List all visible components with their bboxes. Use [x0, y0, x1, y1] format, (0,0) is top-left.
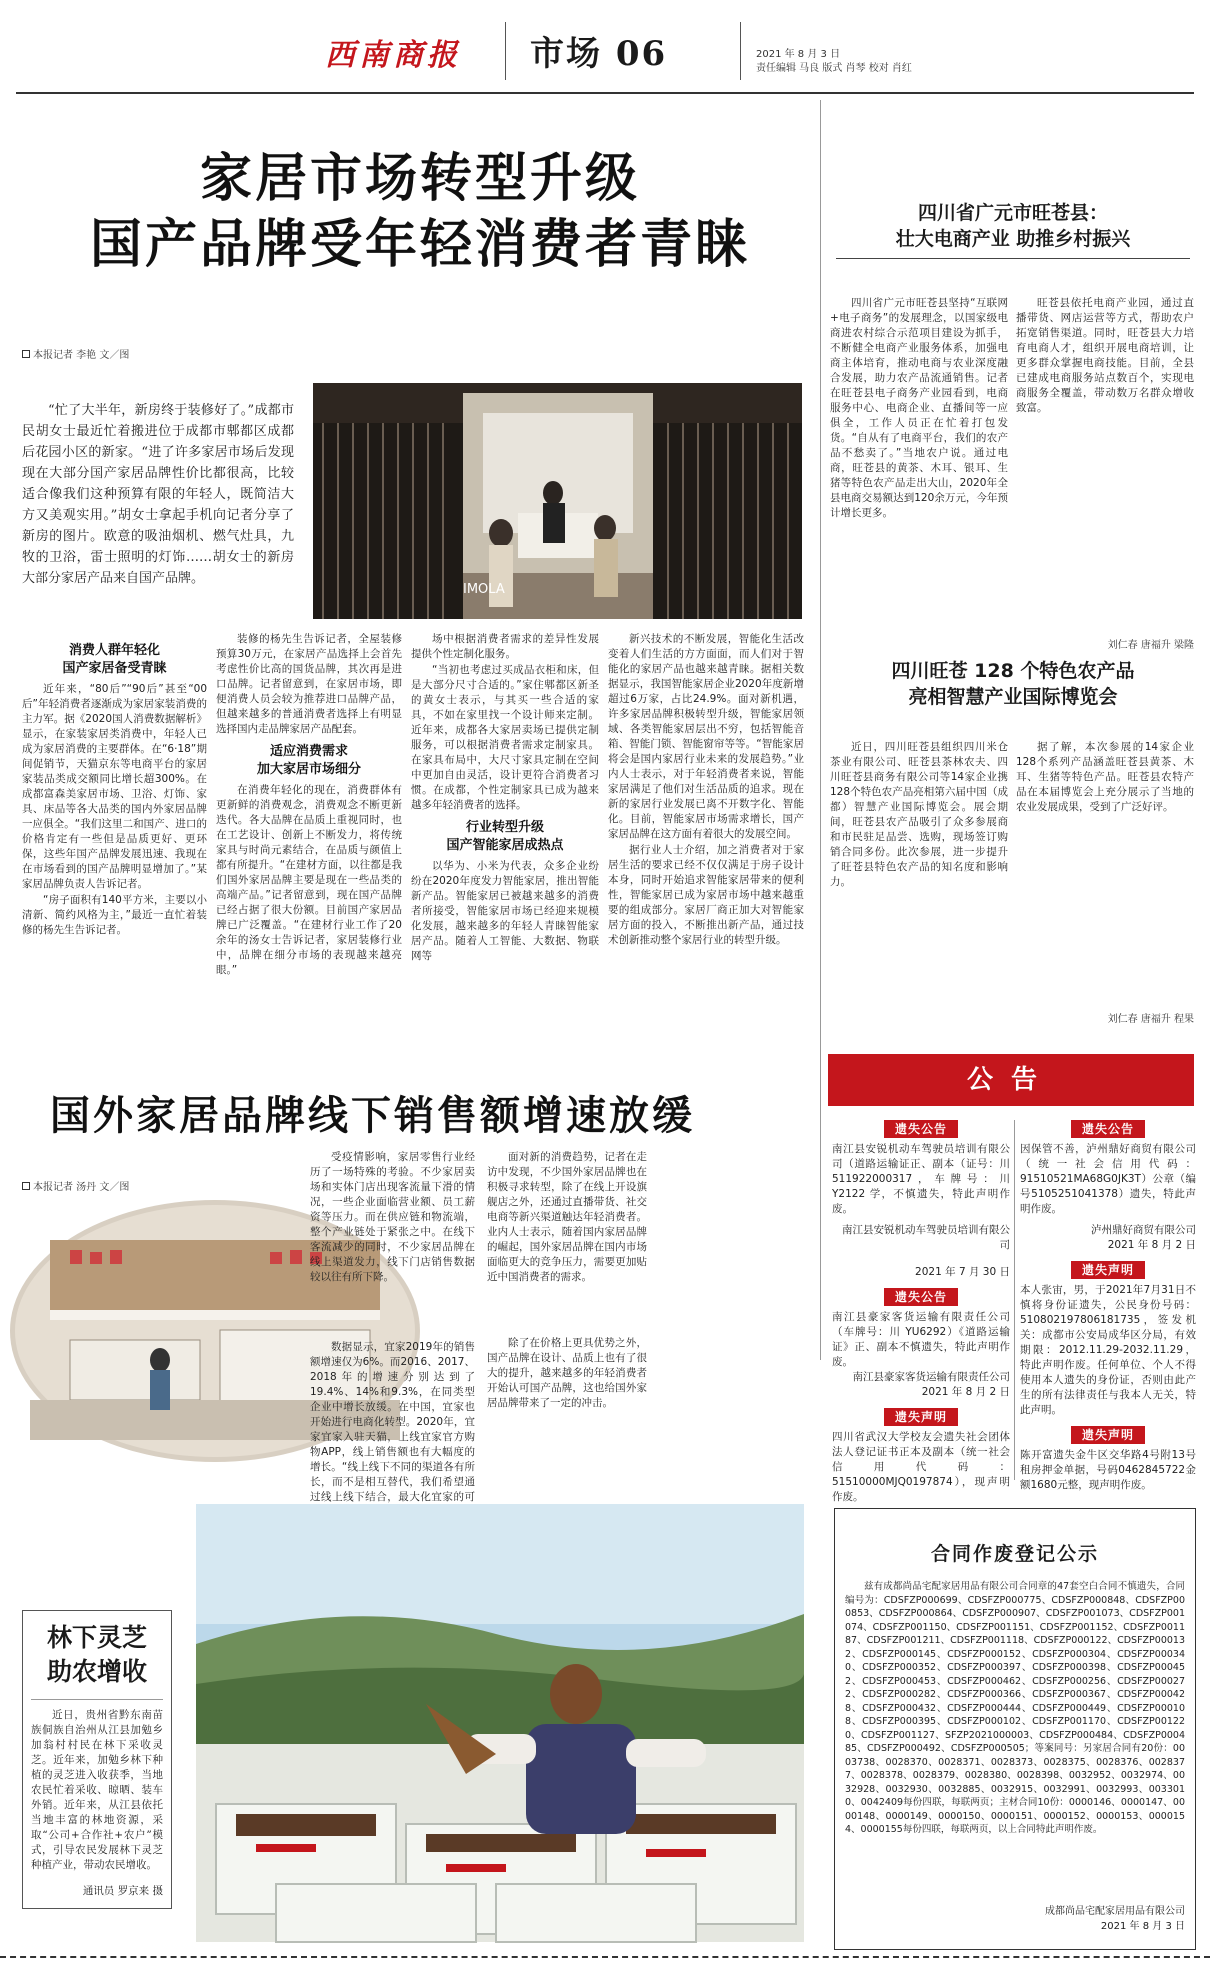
main-headline-line1: 家居市场转型升级 — [199, 149, 640, 209]
right-headline-line2: 壮大电商产业 助推乡村振兴 — [895, 228, 1131, 250]
main-col2-text: 装修的杨先生告诉记者，全屋装修预算30万元，在家居产品选择上会首先考虑性价比高的国货品牌，其次再是进口品牌。记者留意到，在家居市场，即便消费人员会较为推荐进口品牌产品，但越来越多的普通消费者选择上有明显选择国内走品牌家居产品配套。 — [216, 633, 402, 735]
notice-date: 2021 年 8 月 2 日 — [921, 1386, 1010, 1398]
issue-date: 2021 年 8 月 3 日 — [756, 49, 841, 60]
notice-column-right — [1020, 1120, 1196, 1493]
headline-rule — [836, 258, 1190, 259]
main-byline — [22, 346, 129, 361]
contract-notice-title: 合同作废登记公示 — [930, 1543, 1099, 1565]
main-col1b-text: “房子面积有140平方米，主要以小清新、简约风格为主，”最近一直忙着装修的杨先生告诉记者。 — [22, 894, 207, 936]
header-divider — [740, 22, 741, 80]
notice-text: 因保管不善，泸州鼎好商贸有限公司（统一社会信用代码：91510521MA68G0JK3T）公章（编号5105251041378）遗失，特此声明作废。 — [1020, 1143, 1196, 1215]
main-col3b-text: “当初也考虑过买成品衣柜和床，但是大部分尺寸合适的。”家住郫都区新圣的黄女士表示，与其买一些合适的家具，不如在家里找一个设计师来定制。近年来，成都各大家居卖场已提供定制服务，可以根据消费者需求定制家具。在家具布局中，大尺寸家具定制在空间中更加自由灵活，设计更符合消费者习惯。在成都，个性定制家具已成为越来越多年轻消费者的选择。 — [411, 664, 599, 811]
second-col1-text: 受疫情影响，家居零售行业经历了一场特殊的考验。不少家居卖场和实体门店出现客流量下滑的情况，一些企业面临营业额、员工薪资等压力。而在供应链和物流端，整个产业链处于紧张之中。在线下客流减少的同时，不少家居品牌在线上渠道发力，线下门店销售数据较以往有所下降。 — [310, 1151, 475, 1283]
byline-text: 本报记者 李艳 文／图 — [33, 350, 130, 361]
right-col1-text: 四川省广元市旺苍县坚持“互联网+电子商务”的发展理念，以国家级电商进农村综合示范项目建设为抓手，不断健全电商产业服务体系，加强电商主体培育，推动电商与农业深度融合发展，助力农产品流通销售。记者在旺苍县电子商务产业园看到，电商服务中心、电商企业、直播间等一应俱全，工作人员正在忙着打包发货。“自从有了电商平台，我们的农产品不愁卖了。”当地农户说。通过电商，旺苍县的黄茶、木耳、银耳、生猪等特色农产品走出大山，2020年全县电商交易额达到120余万元，今年预计增长更多。 — [830, 297, 1008, 519]
notice-date: 2021 年 7 月 30 日 — [915, 1266, 1010, 1278]
main-lead: “忙了大半年，新房终于装修好了。”成都市民胡女士最近忙着搬进位于成都市郫都区成都后花园小区的新家。“进了许多家居市场后发现现在大部分国产家居品牌性价比都很高，比较适合像我们这种预算有限的年轻人，既简洁大方又美观实用。”胡女士拿起手机向记者分享了新房的图片。欧意的吸油烟机、燃气灶具，九牧的卫浴，雷士照明的灯饰……胡女士的新房大部分家居产品来自国产品牌。 — [22, 403, 294, 586]
main-headline-line2: 国产品牌受年轻消费者青睐 — [89, 215, 750, 275]
footer-edge — [0, 1956, 1210, 1962]
third-headline-line1: 林下灵芝 — [46, 1623, 147, 1652]
third-headline-line2: 助农增收 — [46, 1657, 147, 1686]
second-col3-text: 面对新的消费趋势，记者在走访中发现，不少国外家居品牌也在积极寻求转型，除了在线上开设旗舰店之外，还通过直播带货、社交电商等新兴渠道触达年轻消费者。业内人士表示，随着国内家居品牌的崛起，国外家居品牌在国内市场面临更大的竞争压力，需要更加贴近中国消费者的需求。 — [487, 1151, 647, 1283]
right-col-1 — [830, 296, 1008, 618]
second-col-1 — [310, 1150, 475, 1338]
byline-text: 本报记者 汤丹 文／图 — [33, 1182, 130, 1193]
notice-tag: 遗失声明 — [1071, 1426, 1145, 1444]
square-marker-icon — [22, 1182, 30, 1190]
right-headline-line1: 四川省广元市旺苍县： — [917, 202, 1108, 224]
second-col2-text: 数据显示，宜家2019年的销售额增速仅为6%。而2016、2017、2018年的增速分别达到了19.4%、14%和9.3%，在同类型企业中增长放缓。在中国，宜家也开始进行电商化转型。2020年，宜家宜家入驻天猫，上线宜家官方购物APP，线上销售额也有大幅度的增长。“线上线下不同的渠道各有所长，而不是相互替代，我们希望通过线上线下结合，最大化宜家的可 — [310, 1341, 475, 1503]
notice-date: 2021 年 8 月 2 日 — [1107, 1239, 1196, 1251]
notice-tag: 遗失公告 — [884, 1288, 958, 1306]
main-col-1 — [22, 636, 207, 939]
notice-sign: 泸州鼎好商贸有限公司 — [1091, 1224, 1196, 1236]
notice-tag: 遗失声明 — [884, 1408, 958, 1426]
right-col-4 — [1016, 740, 1194, 1008]
third-textbox — [22, 1610, 172, 1909]
right-col-2 — [1016, 296, 1194, 618]
newspaper-logo: 西南商报 — [325, 38, 461, 73]
notice-sign: 南江县豪家客货运输有限责任公司 — [852, 1371, 1010, 1383]
notice-text: 南江县安锐机动车驾驶员培训有限公司（道路运输证正、副本（证号：川 511922000317，车牌号：川 Y2122 学，不慎遗失，特此声明作废。 — [832, 1143, 1010, 1215]
contract-notice-date: 2021 年 8 月 3 日 — [1100, 1921, 1185, 1932]
harvest-illustration — [196, 1504, 804, 1942]
main-col-4 — [608, 632, 804, 990]
right-headline2-line1: 四川旺苍 128 个特色农产品 — [891, 660, 1135, 682]
notice-text: 陈开富遗失金牛区交华路4号附13号租房押金单据，号码0462845722金额1680元整，现声明作废。 — [1020, 1449, 1196, 1491]
right-col3-text: 近日，四川旺苍县组织四川米仓茶业有限公司、旺苍县茶林农夫、四川旺苍县商务有限公司等14家企业携128个特色农产品亮相第六届中国（成都）智慧产业国际博览会。展会期间，旺苍县农产品吸引了众多参展商和市民驻足品尝、选购，现场签订购销合同多份。此次参展，进一步提升了旺苍县特色农产品的知名度和影响力。 — [830, 741, 1008, 888]
second-col-2 — [310, 1340, 475, 1503]
notice-banner: 公告 — [828, 1054, 1194, 1106]
main-col4-text: 新兴技术的不断发展，智能化生活改变着人们生活的方方面面，而人们对于智能化的家居产品也越来越青睐。据相关数据显示，我国智能家居企业2020年度新增超过6万家，占比24.9%。面对新机遇，许多家居品牌积极转型升级，智能家居领域、各类智能家居层出不穷，包括智能音箱、智能门锁、智能窗帘等等。“智能家居将会是国内家居行业未来的发展趋势。”业内人士表示，对于年轻消费者来说，智能家居满足了他们对生活品质的追求。现在新的家居行业发展已离不开数字化、智能化。目前，智能家居市场需求增长，国产家居品牌在这方面有着很大的发展空间。 — [608, 633, 804, 840]
showroom-illustration — [313, 383, 802, 619]
main-col4b-text: 据行业人士介绍，加之消费者对于家居生活的要求已经不仅仅满足于房子设计本身，同时开始追求智能家居带来的便利性，智能家居已成为家居市场中越来越重要的组成部分。家居厂商正加大对智能家居方面的投入，不断推出新产品，通过技术创新推动整个家居行业的转型升级。 — [608, 844, 804, 946]
masthead — [0, 0, 1210, 90]
notice-text: 南江县豪家客货运输有限责任公司（车牌号：川 YU6292）《道路运输证》正、副本不慎遗失，特此声明作废。 — [832, 1311, 1010, 1368]
main-col1-text: 近年来，“80后”“90后”甚至“00后”年轻消费者逐渐成为家居家装消费的主力军。据《2020国人消费数据解析》显示，在家装家居类消费中，年轻人已成为家居消费的主要群体。在“6·18”期间促销节，天猫京东等电商平台的家居家装品类成交额同比增长超300%。在成都富森美家居市场、卫浴、灯饰、家具、床品等各大品类的国内外家居品牌一应俱全。“我们这里二和国产、进口的价格肯定有一些但是品质更好、更环保，这些年国产品牌发展迅速、我现在在市场看到的国产品牌明显增加了。”某家居品牌负责人告诉记者。 — [22, 683, 207, 890]
notice-divider — [1014, 1120, 1015, 1480]
second-byline — [22, 1178, 129, 1193]
header-divider — [505, 22, 506, 80]
column-divider — [820, 100, 821, 1360]
right-sign-2: 刘仁春 唐福升 程果 — [1107, 1014, 1194, 1025]
second-headline: 国外家居品牌线下销售额增速放缓 — [50, 1093, 695, 1139]
editor-credits: 责任编辑 马良 版式 肖琴 校对 肖红 — [756, 63, 912, 74]
contract-notice-text: 兹有成都尚品宅配家居用品有限公司合同章的47套空白合同不慎遗失，合同编号为：CDSFZP000699、CDSFZP000775、CDSFZP000848、CDSFZP000853、CDSFZP000864、CDSFZP000907、CDSFZP001073、CDSFZP001074、CDSFZP001150、CDSFZP001151、CDSFZP001152、CDSFZP001187、CDSFZP001211、CDSFZP001118、CDSFZP000122、CDSFZP000132、CDSFZP000145、CDSFZP000152、CDSFZP000304、CDSFZP000340、CDSFZP000352、CDSFZP000397、CDSFZP000398、CDSFZP000452、CDSFZP000453、CDSFZP000462、CDSFZP000256、CDSFZP000272、CDSFZP000282、CDSFZP000366、CDSFZP000367、CDSFZP000428、CDSFZP000432、CDSFZP000444、CDSFZP000449、CDSFZP000108、CDSFZP000395、CDSFZP000102、CDSFZP001170、CDSFZP001220、CDSFZP001127、SFZP2021000003、CDSFZP000484、CDSFZP000485、CDSFZP000492、CDSFZP000505；等案同号：另家居合同有20份：0003738、0028370、0028371、0028373、0028375、0028376、0028377、0028378、0028379、0028380、0028398、0032952、0032974、0032928、0032930、0032885、0032915、0032991、0032993、0033010、0042409每份四联，每联两页；主材合同10份：0000146、0000147、0000148、0000149、0000150、0000151、0000152、0000153、0000154、0000155每份四联，每联两页，以上合同特此声明作废。 — [845, 1581, 1185, 1835]
main-subhead-2: 适应消费需求 加大家居市场细分 — [256, 744, 361, 777]
notice-sign: 南江县安锐机动车驾驶员培训有限公司 — [842, 1224, 1010, 1251]
notice-tag: 遗失公告 — [884, 1120, 958, 1138]
square-marker-icon — [22, 350, 30, 358]
right-headline2-line2: 亮相智慧产业国际博览会 — [908, 686, 1118, 708]
right-col4-text: 据了解，本次参展的14家企业128个系列产品涵盖旺苍县黄茶、木耳、生猪等特色产品。旺苍县农特产品在本届博览会上充分展示了当地的农业发展成果，受到了广泛好评。 — [1016, 741, 1194, 813]
right-sign: 刘仁春 唐福升 梁隆 — [1107, 640, 1194, 651]
notice-column-left — [832, 1120, 1010, 1505]
contract-notice-sign: 成都尚品宅配家居用品有限公司 — [1045, 1906, 1185, 1917]
third-text: 近日，贵州省黔东南苗族侗族自治州从江县加勉乡加翁村村民在林下采收灵芝。近年来，加勉乡林下种植的灵芝进入收获季，当地农民忙着采收、晾晒、装车外销。近年来，从江县依托当地丰富的林地资源，采取“公司+合作社+农户”模式，引导农民发展林下灵芝种植产业，带动农民增收。 — [31, 1709, 163, 1871]
ganoderma-photo — [196, 1504, 804, 1942]
main-col2b-text: 在消费年轻化的现在，消费群体有更新鲜的消费观念，消费观念不断更新迭代。各大品牌在品质上重视同时，也在工艺设计、创新上不断发力，将传统家具与时尚元素结合，在品质与颜值上都有所提升。“在建材方面，以往都是我们国外家居品牌主要是现在一些品类的高端产品。”记者留意到，现在国产品牌已经占据了很大份额。目前国产家居品牌已广泛覆盖。“在建材行业工作了20余年的汤女士告诉记者，家居装修行业中，品牌在细分市场的表现越来越亮眼。” — [216, 784, 402, 976]
header-rule — [16, 92, 1194, 94]
right-col-3 — [830, 740, 1008, 1022]
second-col4-text: 除了在价格上更具优势之外，国产品牌在设计、品质上也有了很大的提升，越来越多的年轻消费者开始认可国产品牌，这也给国外家居品牌带来了一定的冲击。 — [487, 1337, 647, 1409]
main-subhead-1: 消费人群年轻化 国产家居备受青睐 — [62, 643, 167, 676]
main-subhead-3: 行业转型升级 国产智能家居成热点 — [446, 820, 564, 853]
notice-tag: 遗失声明 — [1071, 1261, 1145, 1279]
main-col-2 — [216, 632, 402, 979]
main-col-3 — [411, 632, 599, 965]
second-col-3 — [487, 1150, 647, 1330]
showroom-photo — [313, 383, 802, 619]
third-sign: 通讯员 罗京来 摄 — [82, 1885, 163, 1897]
brand-sign-text: IMOLA — [463, 582, 505, 597]
notice-text: 四川省武汉大学校友会遗失社会团体法人登记证书正本及副本（统一社会信用代码：51510000MJQ0197874），现声明作废。 — [832, 1431, 1010, 1503]
second-col-4 — [487, 1336, 647, 1486]
notice-tag: 遗失公告 — [1071, 1120, 1145, 1138]
section-title: 市场 06 — [530, 34, 668, 74]
right-col2-text: 旺苍县依托电商产业园，通过直播带货、网店运营等方式，帮助农户拓宽销售渠道。同时，旺苍县大力培育电商人才，组织开展电商培训，让更多群众掌握电商技能。目前，全县已建成电商服务站点数百个，实现电商服务全覆盖，带动数万名群众增收致富。 — [1016, 297, 1194, 414]
contract-notice-box — [834, 1508, 1196, 1950]
right-headline-2 — [828, 658, 1198, 710]
third-divider — [31, 1699, 163, 1700]
main-col3-text: 场中根据消费者需求的差异性发展提供个性定制化服务。 — [411, 633, 599, 660]
right-headline-1 — [828, 200, 1198, 252]
notice-text: 本人张宙，男，于2021年7月31日不慎将身份证遗失，公民身份号码：510802197806181735，签发机关：成都市公安局成华区分局，有效期限：2012.11.29-2032.11.29，特此声明作废。任何单位、个人不得使用本人遗失的身份证，否则由此产生的所有法律责任与我本人无关，特此声明。 — [1020, 1284, 1196, 1416]
main-col3c-text: 以华为、小米为代表，众多企业纷纷在2020年度发力智能家居，推出智能新产品。智能家居已被越来越多的消费者所接受，智能家居市场已经迎来规模化发展，越来越多的年轻人青睐智能家居产品。随着人工智能、大数据、物联网等 — [411, 860, 599, 962]
